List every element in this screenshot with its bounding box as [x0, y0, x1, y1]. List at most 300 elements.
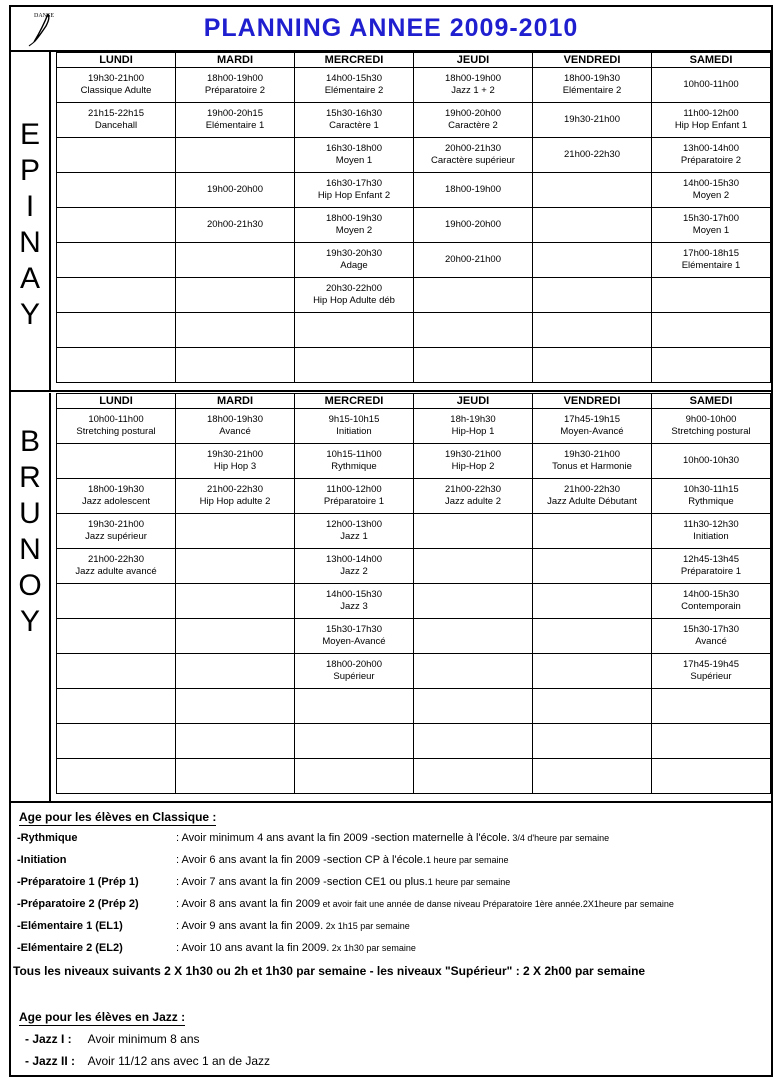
class-time: 10h00-11h00	[88, 414, 144, 425]
schedule-cell	[533, 689, 652, 724]
schedule-cell	[414, 689, 533, 724]
schedule-cell	[652, 444, 771, 479]
class-time: 9h00-10h00	[685, 414, 737, 425]
schedule-cell	[533, 444, 652, 479]
class-time: 19h30-21h00	[88, 519, 144, 530]
jazz-heading: Age pour les élèves en Jazz :	[19, 1010, 186, 1024]
schedule-cell	[652, 173, 771, 208]
schedule-cell	[414, 103, 533, 138]
schedule-cell	[652, 208, 771, 243]
brunoy-side-letter: U	[19, 497, 41, 530]
schedule-cell	[57, 619, 176, 654]
class-time: 18h00-19h30	[564, 73, 620, 84]
schedule-cell	[533, 68, 652, 103]
class-time: 10h00-11h00	[683, 79, 739, 90]
table-row	[57, 348, 771, 383]
schedule-cell	[414, 243, 533, 278]
schedule-cell	[295, 689, 414, 724]
brunoy-schedule-table	[56, 393, 771, 794]
class-time: 20h00-21h30	[207, 219, 263, 230]
schedule-cell	[414, 654, 533, 689]
schedule-cell	[57, 278, 176, 313]
class-name: Tonus et Harmonie	[552, 461, 632, 472]
table-row	[57, 479, 771, 514]
table-row	[57, 208, 771, 243]
schedule-cell	[176, 138, 295, 173]
class-name: Jazz 2	[340, 566, 368, 577]
table-row	[57, 654, 771, 689]
class-time: 19h30-21h00	[445, 449, 501, 460]
class-name: Stretching postural	[76, 426, 156, 437]
class-time: 19h30-21h00	[207, 449, 263, 460]
class-time: 20h30-22h00	[326, 283, 382, 294]
class-name: Dancehall	[94, 120, 138, 131]
class-name: Jazz adolescent	[81, 496, 151, 507]
schedule-cell	[57, 409, 176, 444]
level-label: -Préparatoire 1 (Prép 1)	[17, 876, 139, 888]
schedule-cell	[414, 444, 533, 479]
class-time: 12h00-13h00	[326, 519, 382, 530]
class-name: Préparatoire 1	[323, 496, 385, 507]
schedule-cell	[533, 584, 652, 619]
schedule-cell	[414, 584, 533, 619]
class-name: Hip Hop 3	[213, 461, 257, 472]
class-time: 10h15-11h00	[326, 449, 382, 460]
day-header-vendredi: VENDREDI	[533, 394, 652, 409]
class-name: Elémentaire 2	[324, 85, 384, 96]
schedule-cell	[533, 724, 652, 759]
class-time: 13h00-14h00	[326, 554, 382, 565]
schedule-cell	[652, 409, 771, 444]
level-description	[176, 898, 674, 910]
class-name: Avancé	[695, 636, 727, 647]
schedule-cell	[176, 243, 295, 278]
schedule-cell	[176, 444, 295, 479]
schedule-cell	[176, 68, 295, 103]
class-name: Moyen 2	[692, 190, 730, 201]
schedule-cell	[295, 68, 414, 103]
day-header-jeudi: JEUDI	[414, 394, 533, 409]
class-name: Moyen 1	[692, 225, 730, 236]
epinay-side-letter: A	[19, 262, 40, 295]
brunoy-side-label	[11, 393, 51, 801]
schedule-cell	[295, 103, 414, 138]
class-name: Elémentaire 1	[205, 120, 265, 131]
day-header-mardi: MARDI	[176, 53, 295, 68]
class-name: Préparatoire 2	[204, 85, 266, 96]
epinay-schedule-table	[56, 52, 771, 383]
class-time: 11h30-12h30	[683, 519, 739, 530]
schedule-cell	[533, 619, 652, 654]
class-time: 11h00-12h00	[683, 108, 739, 119]
brunoy-side-letter: O	[18, 569, 42, 602]
schedule-cell	[176, 208, 295, 243]
day-header-mardi: MARDI	[176, 394, 295, 409]
jazz-description: Avoir minimum 8 ans	[85, 1032, 200, 1046]
schedule-cell	[414, 549, 533, 584]
class-time: 19h00-20h00	[207, 184, 263, 195]
schedule-cell	[652, 654, 771, 689]
epinay-side-letter: Y	[19, 298, 40, 331]
schedule-cell	[176, 619, 295, 654]
schedule-cell	[176, 759, 295, 794]
jazz-label: - Jazz II :	[25, 1054, 76, 1068]
class-name: Supérieur	[333, 671, 375, 682]
schedule-cell	[533, 759, 652, 794]
schedule-cell	[295, 208, 414, 243]
class-time: 18h00-19h00	[445, 184, 501, 195]
day-header-vendredi: VENDREDI	[533, 53, 652, 68]
schedule-cell	[57, 759, 176, 794]
schedule-cell	[533, 348, 652, 383]
class-name: Caractère 2	[448, 120, 498, 131]
class-name: Moyen 1	[335, 155, 373, 166]
class-time: 14h00-15h30	[683, 589, 739, 600]
schedule-cell	[414, 514, 533, 549]
level-label: -Elémentaire 2 (EL2)	[17, 942, 123, 954]
epinay-side-letter: E	[19, 118, 40, 151]
class-name: Caractère supérieur	[431, 155, 515, 166]
class-time: 10h00-10h30	[683, 455, 739, 466]
class-time: 17h45-19h45	[683, 659, 739, 670]
class-time: 15h30-16h30	[326, 108, 382, 119]
schedule-cell	[57, 514, 176, 549]
schedule-cell	[533, 549, 652, 584]
schedule-cell	[652, 138, 771, 173]
class-name: Jazz adulte avancé	[75, 566, 157, 577]
schedule-cell	[652, 724, 771, 759]
schedule-cell	[57, 68, 176, 103]
schedule-cell	[57, 173, 176, 208]
class-time: 19h30-20h30	[326, 248, 382, 259]
schedule-cell	[414, 619, 533, 654]
schedule-cell	[533, 278, 652, 313]
table-row	[57, 584, 771, 619]
schedule-cell	[295, 278, 414, 313]
class-time: 19h30-21h00	[88, 73, 144, 84]
level-description	[176, 942, 416, 954]
schedule-cell	[414, 138, 533, 173]
schedule-cell	[57, 724, 176, 759]
schedule-cell	[57, 444, 176, 479]
class-time: 14h00-15h30	[326, 73, 382, 84]
class-time: 18h00-19h30	[88, 484, 144, 495]
table-row	[57, 759, 771, 794]
schedule-cell	[176, 348, 295, 383]
schedule-cell	[533, 208, 652, 243]
class-time: 16h30-18h00	[326, 143, 382, 154]
level-requirement: : Avoir minimum 4 ans avant la fin 2009 -section maternelle à l'école.	[176, 832, 510, 844]
schedule-cell	[414, 759, 533, 794]
epinay-side-letter: N	[19, 226, 41, 259]
schedule-cell	[295, 173, 414, 208]
class-name: Hip Hop Adulte déb	[313, 295, 395, 306]
schedule-cell	[295, 409, 414, 444]
schedule-cell	[533, 138, 652, 173]
schedule-cell	[176, 724, 295, 759]
schedule-cell	[57, 479, 176, 514]
schedule-cell	[295, 444, 414, 479]
schedule-cell	[176, 278, 295, 313]
class-time: 20h00-21h30	[445, 143, 501, 154]
class-time: 18h-19h30	[450, 414, 496, 425]
level-description	[176, 832, 609, 844]
class-name: Jazz 1 + 2	[451, 85, 495, 96]
class-name: Rythmique	[331, 461, 377, 472]
schedule-cell	[57, 103, 176, 138]
all-levels-note: Tous les niveaux suivants 2 X 1h30 ou 2h et 1h30 par semaine - les niveaux "Supérieur" : 2 X 2h00 par semaine	[13, 964, 646, 978]
schedule-cell	[295, 724, 414, 759]
class-time: 20h00-21h00	[445, 254, 501, 265]
schedule-cell	[57, 313, 176, 348]
table-row	[57, 409, 771, 444]
level-requirement: : Avoir 10 ans avant la fin 2009.	[176, 942, 330, 954]
schedule-cell	[652, 619, 771, 654]
class-time: 14h00-15h30	[683, 178, 739, 189]
schedule-cell	[295, 479, 414, 514]
class-name: Moyen 2	[335, 225, 373, 236]
level-hours: 3/4 d'heure par semaine	[509, 833, 610, 843]
class-name: Jazz 3	[340, 601, 368, 612]
table-row	[57, 103, 771, 138]
level-description	[176, 920, 410, 932]
table-row	[57, 138, 771, 173]
schedule-cell	[176, 313, 295, 348]
level-hours: 1 heure par semaine	[425, 855, 509, 865]
schedule-cell	[414, 409, 533, 444]
schedule-cell	[295, 549, 414, 584]
schedule-cell	[57, 243, 176, 278]
class-time: 19h00-20h00	[445, 219, 501, 230]
table-row	[57, 444, 771, 479]
schedule-cell	[414, 479, 533, 514]
table-row	[57, 68, 771, 103]
level-hours: et avoir fait une année de danse niveau Préparatoire 1ère année.2X1heure par semaine	[320, 899, 674, 909]
day-header-lundi: LUNDI	[57, 53, 176, 68]
class-time: 18h00-19h30	[326, 213, 382, 224]
class-time: 10h30-11h15	[683, 484, 739, 495]
class-time: 12h45-13h45	[683, 554, 739, 565]
schedule-cell	[652, 348, 771, 383]
class-name: Classique Adulte	[80, 85, 152, 96]
class-name: Hip Hop Enfant 2	[317, 190, 391, 201]
schedule-cell	[176, 103, 295, 138]
epinay-side-letter: I	[25, 190, 35, 223]
class-time: 18h00-19h00	[445, 73, 501, 84]
class-time: 15h30-17h30	[683, 624, 739, 635]
classique-heading: Age pour les élèves en Classique :	[19, 810, 217, 824]
schedule-cell	[652, 68, 771, 103]
schedule-cell	[295, 759, 414, 794]
table-row	[57, 689, 771, 724]
jazz-description: Avoir 11/12 ans avec 1 an de Jazz	[85, 1054, 271, 1068]
epinay-side-label	[11, 52, 51, 390]
day-header-mercredi: MERCREDI	[295, 53, 414, 68]
jazz-row	[25, 1054, 270, 1068]
class-time: 19h00-20h00	[445, 108, 501, 119]
schedule-cell	[57, 689, 176, 724]
class-name: Hip Hop adulte 2	[199, 496, 271, 507]
level-requirement: : Avoir 9 ans avant la fin 2009.	[176, 920, 324, 932]
class-time: 21h15-22h15	[88, 108, 144, 119]
class-time: 14h00-15h30	[326, 589, 382, 600]
schedule-cell	[295, 654, 414, 689]
day-header-lundi: LUNDI	[57, 394, 176, 409]
class-time: 18h00-19h30	[207, 414, 263, 425]
class-name: Préparatoire 1	[680, 566, 742, 577]
level-hours: 2x 1h15 par semaine	[323, 921, 410, 931]
level-requirement: : Avoir 7 ans avant la fin 2009 -section CE1 ou plus.	[176, 876, 428, 888]
level-requirement: : Avoir 6 ans avant la fin 2009 -section CP à l'école.	[176, 854, 426, 866]
schedule-cell	[176, 514, 295, 549]
brunoy-side-letter: B	[19, 425, 40, 458]
class-time: 15h30-17h00	[683, 213, 739, 224]
schedule-cell	[652, 549, 771, 584]
class-name: Initiation	[336, 426, 372, 437]
brunoy-side-letter: Y	[19, 605, 40, 638]
day-header-samedi: SAMEDI	[652, 53, 771, 68]
schedule-cell	[533, 479, 652, 514]
class-time: 15h30-17h30	[326, 624, 382, 635]
level-description	[176, 876, 510, 888]
schedule-cell	[652, 103, 771, 138]
class-name: Moyen-Avancé	[560, 426, 624, 437]
class-time: 18h00-20h00	[326, 659, 382, 670]
table-row	[57, 278, 771, 313]
class-name: Stretching postural	[671, 426, 751, 437]
schedule-cell	[533, 654, 652, 689]
level-label: -Rythmique	[17, 832, 78, 844]
schedule-cell	[176, 173, 295, 208]
class-name: Hip Hop Enfant 1	[674, 120, 748, 131]
schedule-cell	[295, 348, 414, 383]
class-name: Jazz Adulte Débutant	[547, 496, 637, 507]
class-time: 21h00-22h30	[207, 484, 263, 495]
schedule-cell	[652, 243, 771, 278]
schedule-cell	[414, 278, 533, 313]
brunoy-section	[11, 393, 771, 803]
class-time: 17h00-18h15	[683, 248, 739, 259]
class-name: Adage	[340, 260, 368, 271]
schedule-cell	[176, 584, 295, 619]
schedule-cell	[295, 243, 414, 278]
class-time: 19h00-20h15	[207, 108, 263, 119]
table-row	[57, 549, 771, 584]
class-time: 19h30-21h00	[564, 449, 620, 460]
schedule-cell	[652, 479, 771, 514]
table-row	[57, 619, 771, 654]
schedule-cell	[57, 208, 176, 243]
page-title: PLANNING ANNEE 2009-2010	[203, 14, 579, 42]
class-time: 17h45-19h15	[564, 414, 620, 425]
class-name: Moyen-Avancé	[322, 636, 386, 647]
class-name: Contemporain	[681, 601, 741, 612]
schedule-cell	[533, 173, 652, 208]
schedule-cell	[176, 654, 295, 689]
class-name: Rythmique	[688, 496, 734, 507]
schedule-cell	[176, 479, 295, 514]
class-time: 21h00-22h30	[564, 149, 620, 160]
brunoy-day-header-row	[57, 394, 771, 409]
class-time: 11h00-12h00	[326, 484, 382, 495]
schedule-cell	[533, 103, 652, 138]
level-requirement: : Avoir 8 ans avant la fin 2009	[176, 898, 321, 910]
class-name: Avancé	[219, 426, 251, 437]
schedule-cell	[295, 584, 414, 619]
level-label: -Elémentaire 1 (EL1)	[17, 920, 123, 932]
class-name: Initiation	[693, 531, 729, 542]
level-hours: 1 heure par semaine	[427, 877, 511, 887]
class-time: 21h00-22h30	[445, 484, 501, 495]
level-label: -Préparatoire 2 (Prép 2)	[17, 898, 139, 910]
schedule-cell	[176, 549, 295, 584]
day-header-mercredi: MERCREDI	[295, 394, 414, 409]
schedule-cell	[295, 514, 414, 549]
brunoy-side-letter: N	[19, 533, 41, 566]
schedule-cell	[652, 584, 771, 619]
class-time: 21h00-22h30	[564, 484, 620, 495]
epinay-side-letter: P	[19, 154, 40, 187]
schedule-cell	[295, 313, 414, 348]
level-hours: 2x 1h30 par semaine	[329, 943, 416, 953]
day-header-samedi: SAMEDI	[652, 394, 771, 409]
schedule-cell	[533, 514, 652, 549]
class-name: Jazz 1	[340, 531, 368, 542]
class-name: Hip-Hop 1	[451, 426, 495, 437]
schedule-cell	[652, 759, 771, 794]
table-row	[57, 243, 771, 278]
level-label: -Initiation	[17, 854, 67, 866]
schedule-cell	[57, 138, 176, 173]
svg-text:DANSE: DANSE	[34, 13, 55, 19]
class-name: Elémentaire 2	[562, 85, 622, 96]
class-name: Supérieur	[690, 671, 732, 682]
class-name: Hip-Hop 2	[451, 461, 495, 472]
schedule-cell	[414, 68, 533, 103]
class-name: Jazz adulte 2	[445, 496, 501, 507]
table-row	[57, 173, 771, 208]
class-time: 13h00-14h00	[683, 143, 739, 154]
schedule-cell	[533, 243, 652, 278]
class-name: Jazz supérieur	[85, 531, 147, 542]
class-name: Elémentaire 1	[681, 260, 741, 271]
class-name: Caractère 1	[329, 120, 379, 131]
table-row	[57, 724, 771, 759]
schedule-cell	[57, 584, 176, 619]
brunoy-side-letter: R	[19, 461, 41, 494]
schedule-cell	[652, 313, 771, 348]
level-description	[176, 854, 509, 866]
schedule-cell	[176, 689, 295, 724]
schedule-cell	[414, 348, 533, 383]
class-name: Préparatoire 2	[680, 155, 742, 166]
schedule-cell	[57, 549, 176, 584]
jazz-label: - Jazz I :	[25, 1032, 72, 1046]
class-time: 21h00-22h30	[88, 554, 144, 565]
schedule-cell	[57, 348, 176, 383]
schedule-cell	[414, 173, 533, 208]
schedule-cell	[652, 689, 771, 724]
table-row	[57, 514, 771, 549]
class-time: 18h00-19h00	[207, 73, 263, 84]
class-time: 19h30-21h00	[564, 114, 620, 125]
schedule-cell	[652, 514, 771, 549]
schedule-cell	[652, 278, 771, 313]
schedule-cell	[533, 313, 652, 348]
schedule-cell	[414, 208, 533, 243]
schedule-cell	[295, 619, 414, 654]
class-time: 16h30-17h30	[326, 178, 382, 189]
